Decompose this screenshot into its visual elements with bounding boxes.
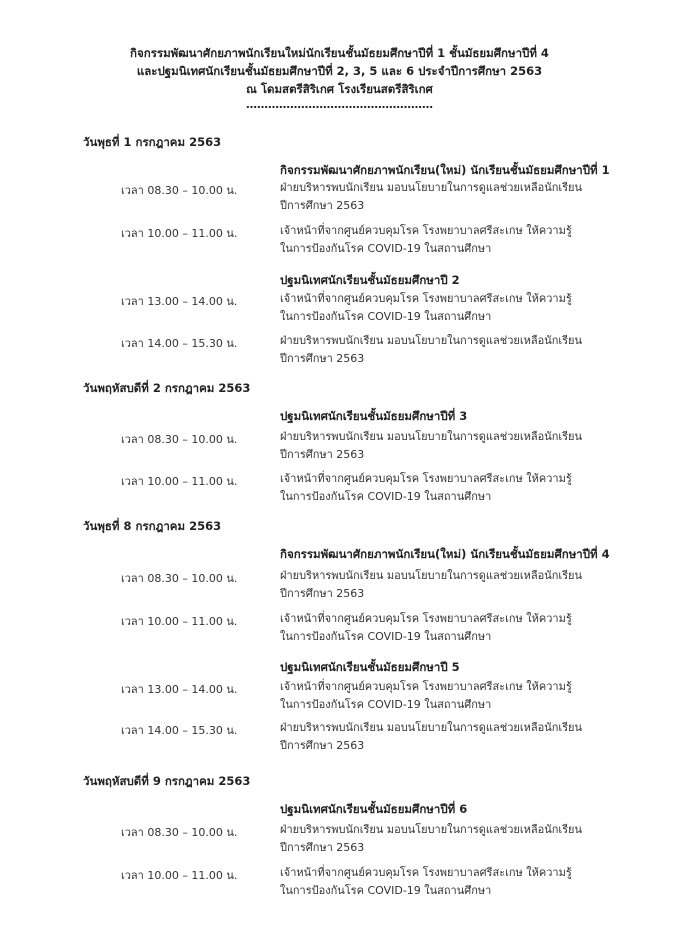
section-title: ปฐมนิเทศนักเรียนชั้นมัธยมศึกษาปีที่ 3 [280, 409, 468, 423]
section-title: ปฐมนิเทศนักเรียนชั้นมัธยมศึกษาปี 2 [280, 273, 460, 287]
entry-time: เวลา 10.00 – 11.00 น. [121, 869, 238, 882]
entry-description-line: เจ้าหน้าที่จากศูนย์ควบคุมโรค โรงพยาบาลศรีสะเกษ ให้ความรู้ [280, 866, 572, 879]
section-title: กิจกรรมพัฒนาศักยภาพนักเรียน(ใหม่) นักเรียนชั้นมัธยมศึกษาปีที่ 4 [280, 547, 610, 561]
entry-description-line: ในการป้องกันโรค COVID-19 ในสถานศึกษา [280, 884, 492, 897]
entry-description [280, 222, 572, 258]
entry-description-line: ในการป้องกันโรค COVID-19 ในสถานศึกษา [280, 630, 492, 643]
section-title: ปฐมนิเทศนักเรียนชั้นมัธยมศึกษาปีที่ 6 [280, 802, 468, 816]
header-venue-line: ณ โดมสตรีสิริเกศ โรงเรียนสตรีสิริเกศ [246, 82, 433, 96]
entry-description-line: เจ้าหน้าที่จากศูนย์ควบคุมโรค โรงพยาบาลศรีสะเกษ ให้ความรู้ [280, 472, 572, 485]
entry-time: เวลา 08.30 – 10.00 น. [121, 572, 238, 585]
entry-description-line: ปีการศึกษา 2563 [280, 587, 365, 600]
entry-description [280, 179, 582, 215]
entry-time: เวลา 13.00 – 14.00 น. [121, 295, 238, 308]
entry-description [280, 678, 572, 714]
entry-description-line: ในการป้องกันโรค COVID-19 ในสถานศึกษา [280, 698, 492, 711]
entry-description [280, 719, 582, 755]
entry-time: เวลา 10.00 – 11.00 น. [121, 227, 238, 240]
entry-description-line: ปีการศึกษา 2563 [280, 199, 365, 212]
entry-description-line: ปีการศึกษา 2563 [280, 841, 365, 854]
entry-description-line: ในการป้องกันโรค COVID-19 ในสถานศึกษา [280, 242, 492, 255]
entry-time: เวลา 08.30 – 10.00 น. [121, 433, 238, 446]
entry-description-line: เจ้าหน้าที่จากศูนย์ควบคุมโรค โรงพยาบาลศรีสะเกษ ให้ความรู้ [280, 680, 572, 693]
entry-time: เวลา 10.00 – 11.00 น. [121, 475, 238, 488]
entry-time: เวลา 14.00 – 15.30 น. [121, 337, 238, 350]
entry-description [280, 567, 582, 603]
entry-description [280, 428, 582, 464]
entry-description-line: ปีการศึกษา 2563 [280, 448, 365, 461]
day-heading-2: วันพฤหัสบดีที่ 2 กรกฎาคม 2563 [83, 381, 251, 395]
entry-description [280, 470, 572, 506]
entry-time: เวลา 10.00 – 11.00 น. [121, 615, 238, 628]
entry-description [280, 864, 572, 900]
entry-description-line: เจ้าหน้าที่จากศูนย์ควบคุมโรค โรงพยาบาลศรีสะเกษ ให้ความรู้ [280, 292, 572, 305]
entry-description [280, 290, 572, 326]
document-header [0, 44, 679, 110]
section-title: กิจกรรมพัฒนาศักยภาพนักเรียน(ใหม่) นักเรียนชั้นมัธยมศึกษาปีที่ 1 [280, 163, 610, 177]
entry-description-line: ฝ่ายบริหารพบนักเรียน มอบนโยบายในการดูแลช่วยเหลือนักเรียน [280, 823, 583, 836]
entry-time: เวลา 14.00 – 15.30 น. [121, 724, 238, 737]
entry-time: เวลา 13.00 – 14.00 น. [121, 683, 238, 696]
entry-description-line: เจ้าหน้าที่จากศูนย์ควบคุมโรค โรงพยาบาลศรีสะเกษ ให้ความรู้ [280, 612, 572, 625]
entry-description-line: ฝ่ายบริหารพบนักเรียน มอบนโยบายในการดูแลช่วยเหลือนักเรียน [280, 334, 583, 347]
entry-description-line: ฝ่ายบริหารพบนักเรียน มอบนโยบายในการดูแลช่วยเหลือนักเรียน [280, 181, 583, 194]
entry-description-line: เจ้าหน้าที่จากศูนย์ควบคุมโรค โรงพยาบาลศรีสะเกษ ให้ความรู้ [280, 224, 572, 237]
day-heading-4: วันพฤหัสบดีที่ 9 กรกฎาคม 2563 [83, 774, 251, 788]
entry-time: เวลา 08.30 – 10.00 น. [121, 826, 238, 839]
entry-description-line: ในการป้องกันโรค COVID-19 ในสถานศึกษา [280, 310, 492, 323]
day-heading-3: วันพุธที่ 8 กรกฎาคม 2563 [83, 519, 222, 533]
entry-description-line: ฝ่ายบริหารพบนักเรียน มอบนโยบายในการดูแลช่วยเหลือนักเรียน [280, 721, 583, 734]
entry-description-line: ในการป้องกันโรค COVID-19 ในสถานศึกษา [280, 490, 492, 503]
entry-description-line: ฝ่ายบริหารพบนักเรียน มอบนโยบายในการดูแลช่วยเหลือนักเรียน [280, 569, 583, 582]
entry-time: เวลา 08.30 – 10.00 น. [121, 184, 238, 197]
entry-description-line: ฝ่ายบริหารพบนักเรียน มอบนโยบายในการดูแลช่วยเหลือนักเรียน [280, 430, 583, 443]
header-title-line-1: กิจกรรมพัฒนาศักยภาพนักเรียนใหม่นักเรียนชั้นมัธยมศึกษาปีที่ 1 ชั้นมัธยมศึกษาปีที่ 4 [130, 46, 549, 60]
section-title: ปฐมนิเทศนักเรียนชั้นมัธยมศึกษาปี 5 [280, 660, 460, 674]
day-heading-1: วันพุธที่ 1 กรกฎาคม 2563 [83, 135, 222, 149]
entry-description-line: ปีการศึกษา 2563 [280, 352, 365, 365]
entry-description [280, 821, 582, 857]
header-dotted-rule: …………………………………………… [246, 98, 433, 111]
entry-description [280, 332, 582, 368]
entry-description-line: ปีการศึกษา 2563 [280, 739, 365, 752]
entry-description [280, 610, 572, 646]
header-title-line-2: และปฐมนิเทศนักเรียนชั้นมัธยมศึกษาปีที่ 2, 3, 5 และ 6 ประจำปีการศึกษา 2563 [136, 64, 543, 78]
